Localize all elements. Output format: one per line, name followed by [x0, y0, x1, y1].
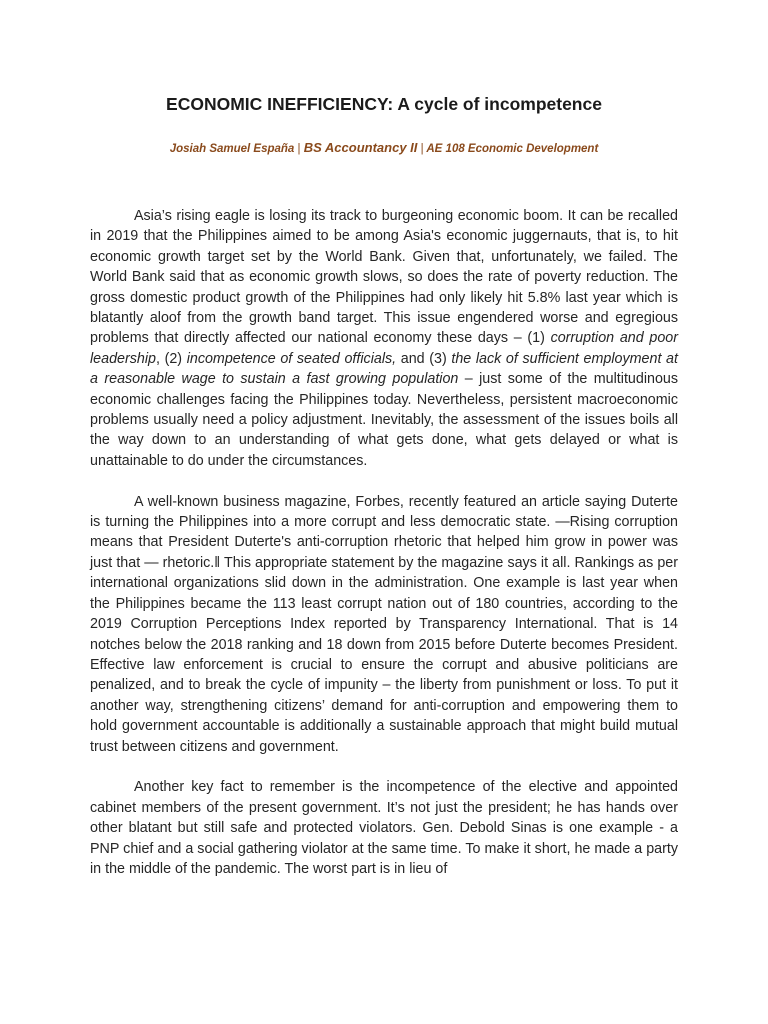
paragraph-text: Another key fact to remember is the incompetence of the elective and appointed cabinet members of the present government. It’s not just the president; he has hands over other blatant but still safe and protected violators. Gen. Debold Sinas is one example - a PNP chief and a social gathering violator at the same time. To make it short, he made a party in the middle of the pandemic. The worst part is in lieu of: [90, 779, 678, 877]
paragraph-text: A well-known business magazine, Forbes, recently featured an article saying Duterte is turning the Philippines into a more corrupt and less democratic state. ―Rising corruption means that President Duterte's anti-corruption rhetoric that helped him grow in power was just that — rhetoric.‖ This appropriate statement by the magazine says it all. Rankings as per international organizations slid down in the administration. One example is last year when the Philippines became the 113 least corrupt nation out of 180 countries, according to the 2019 Corruption Perceptions Index reported by Transparency International. That is 14 notches below the 2018 ranking and 18 down from 2015 before Duterte becomes President. Effective law enforcement is crucial to ensure the corrupt and abusive politicians are penalized, and to break the cycle of impunity – the liberty from punishment or loss. To put it another way, strengthening citizens’ demand for anti-corruption and empowering them to hold government accountable is additionally a sustainable approach that might build mutual trust between citizens and government.: [90, 493, 678, 755]
paragraph-3: [90, 777, 678, 879]
paragraph-text: and (3): [396, 350, 452, 367]
document-title: ECONOMIC INEFFICIENCY: A cycle of incompetence: [166, 94, 602, 114]
course-name: AE 108 Economic Development: [426, 143, 599, 155]
paragraph-emphasis: corruption and poor leadership: [90, 330, 678, 367]
author-name: Josiah Samuel España: [169, 143, 295, 155]
byline-separator: |: [420, 143, 424, 155]
byline: [0, 140, 768, 155]
paragraph-text: – just some of the multitudinous economic challenges facing the Philippines today. Nevertheless, persistent macroeconomic problems usually need a policy adjustment. Inevitably, the assessment of the issues boils all the way down to an understanding of what gets done, what gets delayed or what is unattainable to do under the circumstances.: [90, 371, 678, 469]
program-name: BS Accountancy II: [303, 140, 418, 155]
paragraph-emphasis: the lack of sufficient employment at a reasonable wage to sustain a fast growing population: [90, 350, 678, 388]
paragraph-text: , (2): [155, 350, 187, 367]
paragraph-1: [90, 206, 678, 471]
paragraph-text: Asia’s rising eagle is losing its track to burgeoning economic boom. It can be recalled in 2019 that the Philippines aimed to be among Asia's economic juggernauts, that is, to hit economic growth target set by the World Bank. Given that, unfortunately, we failed. The World Bank said that as economic growth slows, so does the rate of poverty reduction. The gross domestic product growth of the Philippines had only likely hit 5.8% last year which is blatantly aloof from the growth band target. This issue engendered worse and egregious problems that directly affected our national economy these days – (1): [90, 208, 678, 347]
byline-separator: |: [297, 143, 301, 155]
paragraph-2: [90, 492, 678, 757]
paragraph-emphasis: incompetence of seated officials,: [186, 350, 397, 367]
article-body: [90, 206, 678, 900]
